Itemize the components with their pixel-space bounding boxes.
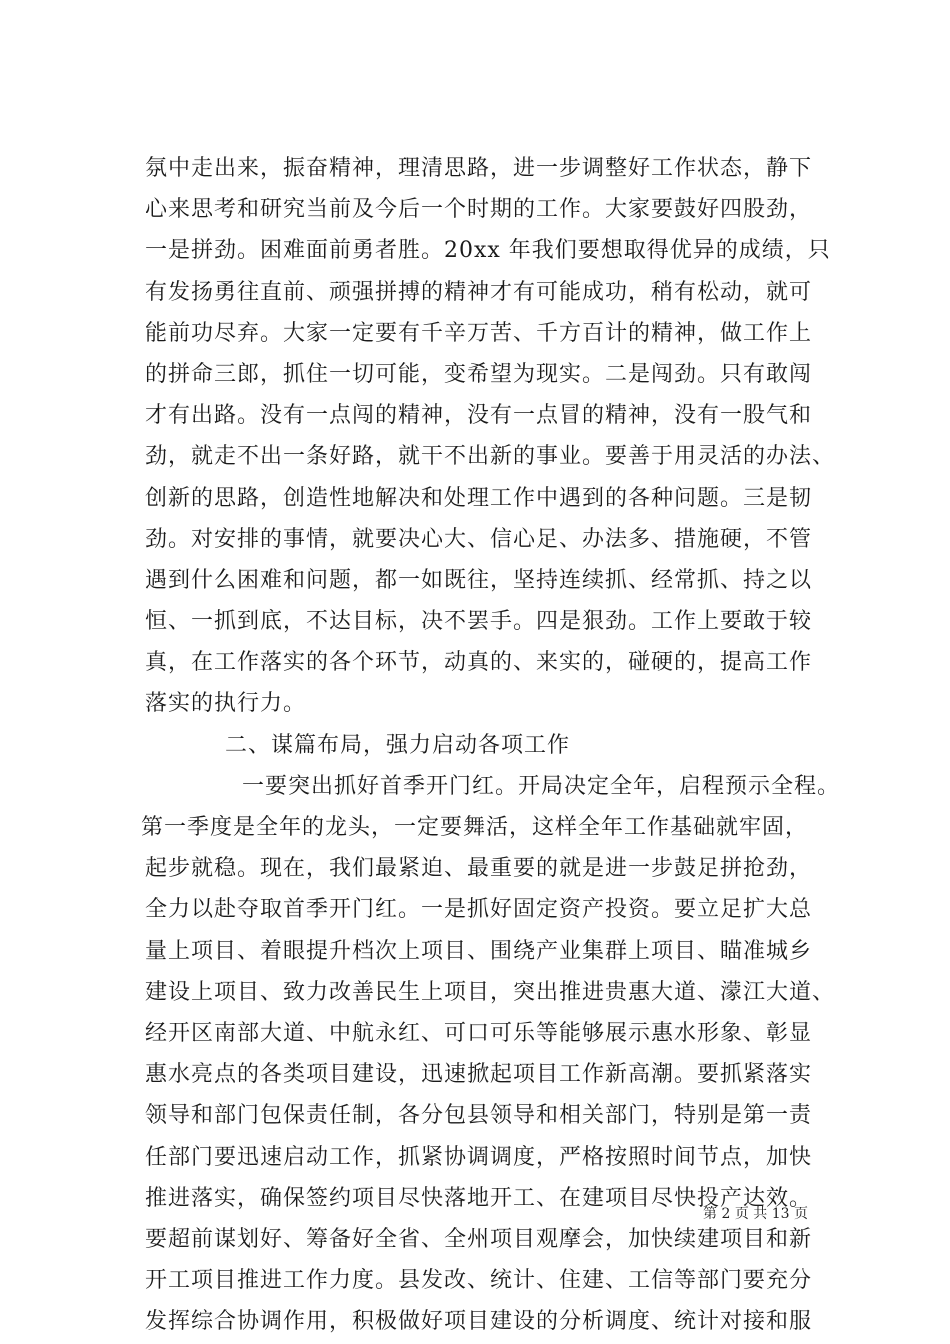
text-line: 任部门要迅速启动工作，抓紧协调调度，严格按照时间节点，加快 — [145, 1144, 813, 1170]
text-line: 真，在工作落实的各个环节，动真的、来实的，碰硬的，提高工作 — [145, 650, 813, 676]
text-line: 领导和部门包保责任制，各分包县领导和相关部门，特别是第一责 — [145, 1103, 813, 1129]
text-line: 的拼命三郎，抓住一切可能，变希望为现实。二是闯劲。只有敢闯 — [145, 361, 813, 387]
text-line: 才有出路。没有一点闯的精神，没有一点冒的精神，没有一股气和 — [145, 403, 813, 429]
text-line: 第一季度是全年的龙头，一定要舞活，这样全年工作基础就牢固， — [141, 815, 809, 840]
text-line: 建设上项目、致力改善民生上项目，突出推进贵惠大道、濛江大道、 — [145, 979, 836, 1005]
text-line: 起步就稳。现在，我们最紧迫、最重要的就是进一步鼓足拼抢劲， — [145, 856, 813, 882]
text-line: 遇到什么困难和问题，都一如既往，坚持连续抓、经常抓、持之以 — [145, 567, 813, 593]
text-line: 惠水亮点的各类项目建设，迅速掀起项目工作新高潮。要抓紧落实 — [145, 1062, 813, 1088]
text-line: 发挥综合协调作用，积极做好项目建设的分析调度、统计对接和服 — [145, 1309, 813, 1335]
text-line: 全力以赴夺取首季开门红。一是抓好固定资产投资。要立足扩大总 — [145, 897, 813, 923]
page-number: 第 2 页 共 13 页 — [703, 1206, 808, 1222]
text-line: 劲。对安排的事情，就要决心大、信心足、办法多、措施硬，不管 — [145, 526, 813, 552]
text-line: 有发扬勇往直前、顽强拼搏的精神才有可能成功，稍有松动，就可 — [145, 279, 813, 305]
text-line: 开工项目推进工作力度。县发改、统计、住建、工信等部门要充分 — [145, 1268, 813, 1294]
text-line: 恒、一抓到底，不达目标，决不罢手。四是狠劲。工作上要敢于较 — [145, 609, 813, 635]
text-line: 一是拼劲。困难面前勇者胜。20xx 年我们要想取得优异的成绩，只 — [145, 238, 831, 264]
text-line: 氛中走出来，振奋精神，理清思路，进一步调整好工作状态，静下 — [145, 156, 813, 181]
text-line: 劲，就走不出一条好路，就干不出新的事业。要善于用灵活的办法、 — [145, 444, 836, 470]
body-text — [141, 148, 841, 1342]
text-line: 落实的执行力。 — [145, 691, 307, 717]
text-line: 能前功尽弃。大家一定要有千辛万苦、千方百计的精神，做工作上 — [145, 320, 813, 346]
text-line: 创新的思路，创造性地解决和处理工作中遇到的各种问题。三是韧 — [145, 485, 813, 511]
text-line: 心来思考和研究当前及今后一个时期的工作。大家要鼓好四股劲， — [145, 197, 813, 223]
paragraph-first-line: 一要突出抓好首季开门红。开局决定全年，启程预示全程。 — [242, 773, 841, 799]
text-line: 经开区南部大道、中航永红、可口可乐等能够展示惠水形象、彰显 — [145, 1020, 813, 1046]
section-heading: 二、谋篇布局，强力启动各项工作 — [225, 732, 571, 758]
text-line: 要超前谋划好、筹备好全省、全州项目观摩会，加快续建项目和新 — [145, 1226, 813, 1252]
text-line: 推进落实，确保签约项目尽快落地开工、在建项目尽快投产达效。 — [145, 1185, 813, 1211]
text-line: 量上项目、着眼提升档次上项目、围绕产业集群上项目、瞄准城乡 — [145, 938, 813, 964]
